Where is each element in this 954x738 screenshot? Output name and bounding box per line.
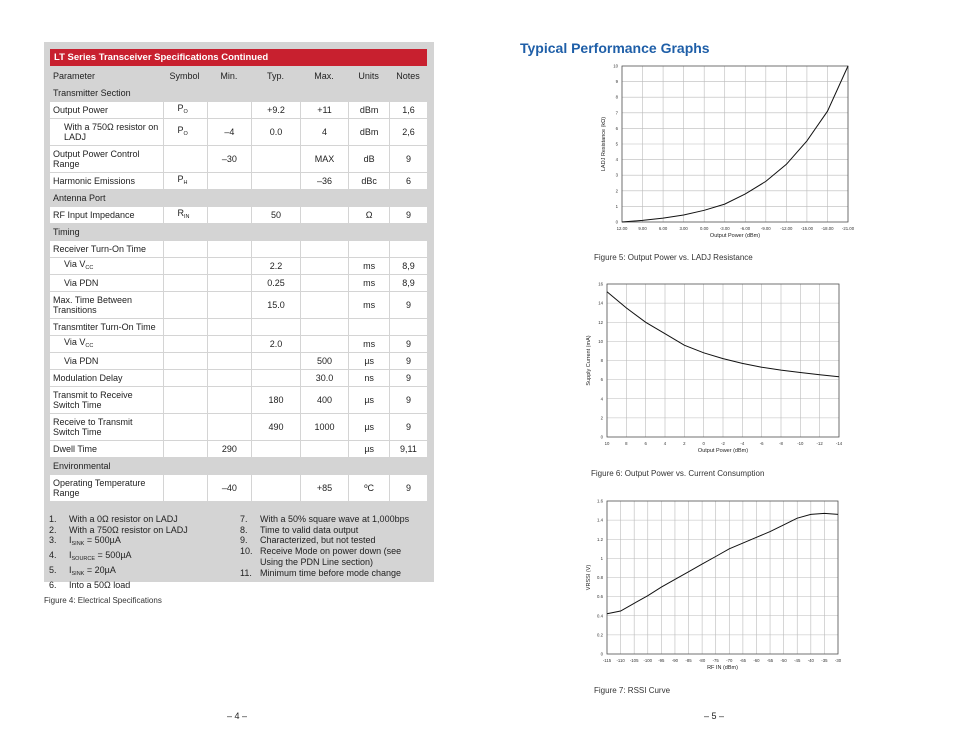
spec-table-title: LT Series Transceiver Specifications Continued [50, 49, 427, 66]
spec-units: ºC [348, 475, 389, 501]
spec-symbol [163, 319, 207, 335]
y-tick-label: 9 [615, 79, 618, 85]
figure-7-caption: Figure 7: RSSI Curve [594, 686, 671, 695]
note-number: 8. [240, 524, 248, 535]
note-item: 10. Receive Mode on power down (see [240, 546, 402, 557]
spec-parameter: Transmit to Receive Switch Time [50, 387, 163, 413]
y-tick-label: 10 [598, 338, 603, 344]
y-tick-label: 0 [600, 651, 603, 657]
x-tick-label: -10 [797, 441, 804, 446]
parameter-subscript: CC [85, 343, 94, 349]
spec-typ [251, 241, 299, 257]
spec-notes-ref: 9 [389, 387, 427, 413]
note-item: 1. With a 0Ω resistor on LADJ [49, 514, 178, 524]
x-tick-label: -65 [739, 658, 746, 663]
x-tick-label: 9.00 [638, 226, 647, 231]
spec-parameter: Transmtiter Turn-On Time [50, 319, 163, 335]
spec-min: 290 [207, 441, 252, 457]
note-number: 6. [49, 579, 57, 590]
spec-notes-ref: 9 [389, 475, 427, 501]
spec-parameter: Receiver Turn-On Time [50, 241, 163, 257]
note-number: 7. [240, 514, 248, 524]
x-tick-label: 0.00 [699, 226, 709, 231]
spec-max [300, 241, 349, 257]
spec-section-label: Transmitter Section [53, 88, 131, 98]
x-tick-label: 3.00 [679, 226, 688, 231]
spec-row [50, 370, 427, 386]
spec-max: MAX [300, 146, 349, 172]
x-tick-label: -18.00 [821, 226, 834, 231]
spec-min [207, 173, 252, 189]
spec-units: Ω [348, 207, 389, 223]
spec-row [50, 258, 427, 274]
note-number: 1. [49, 514, 57, 524]
note-item: 8. Time to valid data output [240, 524, 359, 535]
spec-min [207, 319, 252, 335]
spec-notes-ref: 8,9 [389, 275, 427, 291]
data-line [607, 513, 838, 613]
spec-symbol [163, 414, 207, 440]
y-tick-label: 5 [615, 141, 618, 147]
spec-max: 1000 [300, 414, 349, 440]
spec-max: 500 [300, 353, 349, 369]
spec-table-panel [44, 42, 434, 590]
y-tick-label: 0.6 [597, 594, 603, 600]
spec-min: –40 [207, 475, 252, 501]
notes-right-column [240, 514, 409, 578]
spec-header-cell: Notes [396, 71, 420, 81]
note-subscript: SOURCE [71, 556, 96, 563]
y-tick-label: 1.6 [597, 498, 603, 504]
x-tick-label: -15.00 [800, 226, 814, 231]
spec-parameter: Dwell Time [50, 441, 163, 457]
y-tick-label: 6 [615, 125, 618, 131]
spec-symbol: $P_O$ [163, 102, 207, 118]
figure-4-caption: Figure 4: Electrical Specifications [44, 596, 162, 605]
x-tick-label: 6 [644, 441, 647, 446]
spec-row [50, 336, 427, 352]
spec-units: ms [348, 336, 389, 352]
spec-header-cell: Units [358, 71, 379, 81]
spec-row [50, 353, 427, 369]
parameter-subscript: CC [85, 265, 94, 271]
note-number: 2. [49, 524, 57, 535]
spec-parameter: With a 750Ω resistor on LADJ [50, 119, 163, 145]
y-tick-label: 0 [600, 434, 603, 440]
x-tick-label: -115 [602, 658, 612, 663]
spec-row [50, 102, 427, 118]
note-item: 7. With a 50% square wave at 1,000bps [240, 514, 410, 524]
spec-min [207, 387, 252, 413]
spec-typ [251, 146, 299, 172]
spec-symbol [163, 275, 207, 291]
x-tick-label: 0 [702, 441, 705, 446]
spec-header-cell: Max. [314, 71, 334, 81]
spec-typ [251, 173, 299, 189]
spec-parameter: Max. Time Between Transitions [50, 292, 163, 318]
x-tick-label: -40 [807, 658, 814, 663]
spec-symbol [163, 292, 207, 318]
x-tick-label: -60 [753, 658, 760, 663]
spec-parameter: Operating Temperature Range [50, 475, 163, 501]
spec-typ: 2.0 [251, 336, 299, 352]
x-tick-label: -85 [685, 658, 692, 663]
page-number-right: – 5 – [704, 711, 725, 721]
y-tick-label: 2 [600, 415, 603, 421]
y-axis-label: VRSSI (V) [586, 564, 592, 591]
spec-units: ns [348, 370, 389, 386]
spec-units [348, 241, 389, 257]
spec-symbol [163, 336, 207, 352]
spec-typ: 180 [251, 387, 299, 413]
y-tick-label: 0.8 [597, 575, 603, 580]
spec-row [50, 319, 427, 335]
spec-notes-ref: 9,11 [389, 441, 427, 457]
spec-symbol: $P_O$ [163, 119, 207, 145]
spec-parameter: Via $V_{CC}$ [50, 258, 163, 274]
spec-notes-ref [389, 319, 427, 335]
spec-typ: 15.0 [251, 292, 299, 318]
spec-parameter: Harmonic Emissions [50, 173, 163, 189]
spec-typ: 490 [251, 414, 299, 440]
spec-row [50, 241, 427, 257]
spec-notes-ref: 9 [389, 414, 427, 440]
spec-max [300, 292, 349, 318]
spec-units: ms [348, 275, 389, 291]
spec-max: –36 [300, 173, 349, 189]
y-tick-label: 2 [615, 188, 618, 194]
note-item: 2. With a 750Ω resistor on LADJ [49, 524, 188, 535]
spec-min [207, 414, 252, 440]
x-tick-label: -45 [794, 658, 801, 663]
spec-row [50, 292, 427, 318]
spec-section-label: Environmental [53, 461, 111, 471]
y-tick-label: 10 [613, 63, 618, 69]
x-tick-label: -2 [721, 441, 725, 446]
spec-typ [251, 319, 299, 335]
spec-parameter: Via $V_{CC}$ [50, 336, 163, 352]
note-item: Using the PDN Line section) [260, 556, 374, 567]
spec-parameter: Output Power Control Range [50, 146, 163, 172]
x-tick-label: -21.00 [841, 226, 855, 231]
spec-max [300, 207, 349, 223]
x-tick-label: 12.00 [616, 226, 628, 231]
spec-units: µs [348, 387, 389, 413]
spec-min [207, 275, 252, 291]
spec-min [207, 370, 252, 386]
spec-max [300, 319, 349, 335]
spec-notes-ref: 9 [389, 207, 427, 223]
y-axis-label: LADJ Resistance (kΩ) [601, 116, 607, 172]
note-item: 6. Into a 50Ω load [49, 579, 131, 590]
note-subscript: SINK [71, 570, 85, 577]
y-tick-label: 0.2 [597, 632, 603, 638]
chart-supply-current [586, 278, 845, 458]
spec-notes-ref: 9 [389, 292, 427, 318]
x-tick-label: 8 [625, 441, 628, 446]
x-tick-label: -80 [699, 658, 706, 663]
spec-row [50, 207, 427, 223]
spec-min [207, 241, 252, 257]
spec-units: dB [348, 146, 389, 172]
x-tick-label: -105 [629, 658, 639, 663]
spec-row [50, 475, 427, 501]
y-tick-label: 14 [598, 300, 603, 306]
spec-min: –4 [207, 119, 252, 145]
x-tick-label: 2 [683, 441, 686, 446]
spec-min [207, 353, 252, 369]
y-tick-label: 6 [600, 377, 603, 383]
spec-parameter: Modulation Delay [50, 370, 163, 386]
spec-row [50, 387, 427, 413]
spec-max: 400 [300, 387, 349, 413]
symbol-subscript: H [183, 180, 188, 186]
spec-units: ms [348, 292, 389, 318]
note-number: 9. [240, 535, 248, 546]
chart-ladj-resistance [590, 60, 855, 242]
spec-section-row [50, 224, 427, 240]
spec-header-cell: Typ. [266, 71, 284, 81]
x-tick-label: -4 [740, 441, 745, 446]
x-tick-label: -110 [616, 658, 625, 663]
spec-typ: 2.2 [251, 258, 299, 274]
spec-min [207, 102, 252, 118]
spec-typ [251, 441, 299, 457]
x-tick-label: -70 [726, 658, 733, 663]
spec-typ: 0.25 [251, 275, 299, 291]
spec-notes-ref: 9 [389, 336, 427, 352]
spec-max: +85 [300, 475, 349, 501]
spec-notes-ref: 6 [389, 173, 427, 189]
y-tick-label: 4 [615, 157, 618, 163]
x-tick-label: -35 [821, 658, 828, 663]
symbol-subscript: O [183, 109, 188, 115]
y-tick-label: 1 [615, 203, 618, 209]
y-tick-label: 1.2 [597, 536, 603, 542]
x-tick-label: -55 [766, 658, 774, 663]
note-number: 11. [240, 567, 252, 578]
spec-symbol [163, 475, 207, 501]
spec-units [348, 319, 389, 335]
x-tick-label: -12 [816, 441, 823, 446]
note-item: 5. $I_{SINK} = 20\mu A$ [49, 564, 116, 577]
x-tick-label: -12.00 [780, 226, 793, 231]
spec-max: 4 [300, 119, 349, 145]
spec-typ: +9.2 [251, 102, 299, 118]
spec-symbol [163, 387, 207, 413]
x-tick-label: 4 [663, 441, 667, 446]
spec-section-row [50, 458, 427, 474]
spec-table [50, 67, 427, 502]
note-item: 3. $I_{SINK} = 500\mu A$ [49, 535, 121, 548]
x-tick-label: -3.00 [719, 226, 730, 231]
spec-units: dBm [348, 102, 389, 118]
spec-min [207, 258, 252, 274]
spec-notes-ref: 8,9 [389, 258, 427, 274]
y-tick-label: 4 [600, 396, 603, 402]
spec-parameter: Output Power [50, 102, 163, 118]
x-tick-label: -14 [835, 441, 843, 446]
y-tick-label: 16 [598, 281, 603, 287]
spec-symbol [163, 146, 207, 172]
x-axis-label: Output Power (dBm) [709, 233, 761, 239]
spec-header-cell: Symbol [169, 71, 200, 81]
spec-units: µs [348, 353, 389, 369]
x-tick-label: -6.00 [740, 226, 751, 231]
y-tick-label: 3 [615, 172, 618, 178]
spec-min [207, 292, 252, 318]
spec-typ: 0.0 [251, 119, 299, 145]
note-item: 4. $I_{SOURCE} = 500\mu A$ [49, 550, 132, 563]
spec-section-row [50, 190, 427, 206]
spec-parameter: Receive to Transmit Switch Time [50, 414, 163, 440]
spec-row [50, 441, 427, 457]
x-tick-label: -100 [643, 658, 653, 663]
spec-symbol [163, 353, 207, 369]
symbol-subscript: IN [184, 214, 190, 220]
symbol-subscript: O [183, 131, 188, 137]
spec-units: dBm [348, 119, 389, 145]
y-tick-label: 8 [615, 94, 618, 100]
note-subscript: SINK [71, 541, 85, 548]
page-number-left: – 4 – [227, 711, 248, 721]
spec-symbol [163, 258, 207, 274]
figure-5-caption: Figure 5: Output Power vs. LADJ Resistance [594, 253, 753, 262]
spec-min [207, 336, 252, 352]
x-tick-label: -9.00 [760, 226, 771, 231]
spec-header-cell: Parameter [53, 71, 96, 81]
spec-max [300, 441, 349, 457]
x-axis-label: Output Power (dBm) [697, 448, 749, 454]
x-tick-label: -8 [779, 441, 783, 446]
spec-parameter: Via PDN [50, 353, 163, 369]
spec-notes-ref [389, 241, 427, 257]
y-axis-label: Supply Current (mA) [586, 335, 592, 386]
chart-rssi-curve [586, 493, 845, 678]
spec-units: µs [348, 441, 389, 457]
note-number: 4. [49, 550, 57, 561]
y-tick-label: 8 [600, 358, 603, 363]
spec-parameter: RF Input Impedance [50, 207, 163, 223]
spec-symbol [163, 370, 207, 386]
spec-header-row [50, 68, 427, 84]
spec-max: +11 [300, 102, 349, 118]
spec-typ [251, 475, 299, 501]
figure-6-caption: Figure 6: Output Power vs. Current Consumption [591, 469, 765, 478]
spec-section-row [50, 85, 427, 101]
y-tick-label: 12 [598, 319, 603, 325]
spec-parameter: Via PDN [50, 275, 163, 291]
spec-symbol: $P_H$ [163, 173, 207, 189]
spec-units: ms [348, 258, 389, 274]
note-item: 9. Characterized, but not tested [240, 535, 376, 546]
spec-symbol [163, 241, 207, 257]
spec-section-label: Timing [53, 227, 80, 237]
x-tick-label: -75 [712, 658, 719, 663]
x-tick-label: -30 [834, 658, 842, 663]
spec-max [300, 275, 349, 291]
y-tick-label: 1 [600, 555, 603, 561]
x-tick-label: -90 [671, 658, 679, 663]
y-tick-label: 0.4 [597, 613, 603, 619]
y-tick-label: 1.4 [597, 517, 603, 523]
x-axis-label: RF IN (dBm) [707, 665, 738, 671]
spec-row [50, 173, 427, 189]
graphs-title: Typical Performance Graphs [520, 40, 710, 56]
spec-header-cell: Min. [220, 71, 238, 81]
spec-section-label: Antenna Port [53, 193, 106, 203]
note-number: 5. [49, 564, 57, 575]
spec-notes-ref: 9 [389, 146, 427, 172]
note-number: 3. [49, 535, 57, 546]
x-tick-label: -95 [658, 658, 665, 663]
spec-max: 30.0 [300, 370, 349, 386]
spec-units: µs [348, 414, 389, 440]
note-item: 11. Minimum time before mode change [240, 567, 402, 578]
spec-typ [251, 353, 299, 369]
spec-notes-ref: 9 [389, 370, 427, 386]
x-tick-label: -6 [759, 441, 764, 446]
note-number: 10. [240, 546, 253, 557]
spec-units: dBc [348, 173, 389, 189]
x-tick-label: 10 [604, 441, 610, 446]
spec-row [50, 146, 427, 172]
spec-symbol: $R_{IN}$ [163, 207, 207, 223]
spec-symbol [163, 441, 207, 457]
x-tick-label: 6.00 [658, 226, 668, 231]
spec-typ [251, 370, 299, 386]
spec-min [207, 207, 252, 223]
spec-max [300, 258, 349, 274]
spec-row [50, 275, 427, 291]
spec-typ: 50 [251, 207, 299, 223]
spec-notes-ref: 2,6 [389, 119, 427, 145]
y-tick-label: 0 [615, 219, 618, 225]
spec-row [50, 119, 427, 145]
spec-notes-ref: 1,6 [389, 102, 427, 118]
spec-notes-ref: 9 [389, 353, 427, 369]
spec-max [300, 336, 349, 352]
spec-min: –30 [207, 146, 252, 172]
notes-left-column [49, 514, 188, 590]
y-tick-label: 7 [615, 110, 618, 116]
spec-row [50, 414, 427, 440]
x-tick-label: -50 [780, 658, 787, 663]
